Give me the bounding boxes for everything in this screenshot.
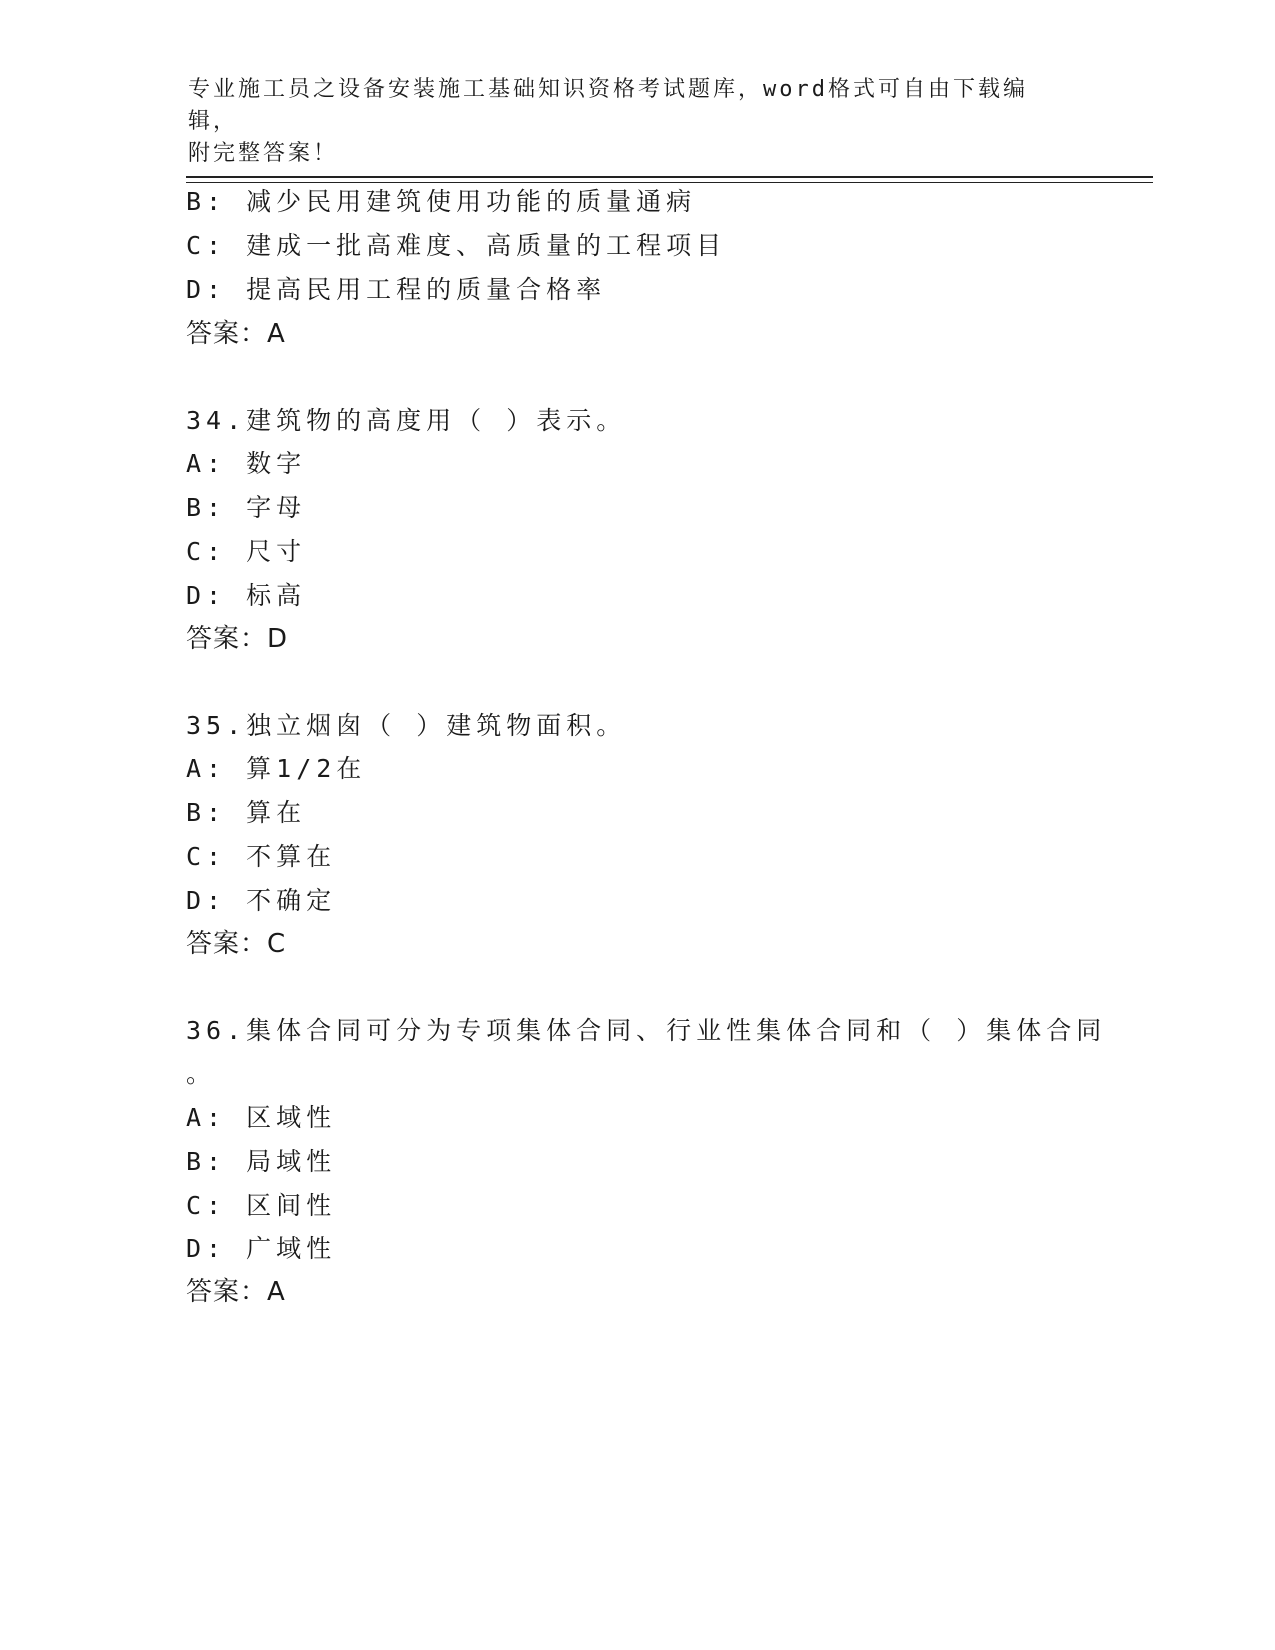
header-divider-thin [186, 182, 1153, 183]
q36-option-a: A: 区域性 [186, 1103, 337, 1132]
q36-stem-line-1: 36.集体合同可分为专项集体合同、行业性集体合同和（ ）集体合同 [186, 1016, 1107, 1045]
q33-option-b: B: 减少民用建筑使用功能的质量通病 [186, 187, 697, 216]
q36-option-d: D: 广域性 [186, 1234, 337, 1263]
q34-option-a: A: 数字 [186, 449, 307, 478]
q36-option-c: C: 区间性 [186, 1191, 337, 1220]
q36-answer: 答案：A [186, 1277, 286, 1307]
q36-option-b: B: 局域性 [186, 1147, 337, 1176]
q35-answer: 答案：C [186, 929, 287, 959]
q35-option-a: A: 算1/2在 [186, 754, 367, 783]
header-line-1: 专业施工员之设备安装施工基础知识资格考试题库，word格式可自由下载编辑， [188, 77, 1028, 134]
q34-stem: 34.建筑物的高度用（ ）表示。 [186, 406, 627, 435]
q35-option-d: D: 不确定 [186, 886, 337, 915]
header-divider-thick [186, 176, 1153, 178]
document-header [188, 74, 1068, 170]
q35-option-c: C: 不算在 [186, 842, 337, 871]
q34-option-d: D: 标高 [186, 581, 307, 610]
q33-answer: 答案：A [186, 319, 286, 349]
q36-stem-line-2: 。 [186, 1059, 217, 1088]
q34-option-c: C: 尺寸 [186, 537, 307, 566]
q35-option-b: B: 算在 [186, 798, 307, 827]
q33-option-d: D: 提高民用工程的质量合格率 [186, 275, 607, 304]
q34-option-b: B: 字母 [186, 493, 307, 522]
q35-stem: 35.独立烟囱（ ）建筑物面积。 [186, 711, 627, 740]
header-line-2: 附完整答案！ [188, 141, 339, 166]
q33-option-c: C: 建成一批高难度、高质量的工程项目 [186, 231, 727, 260]
q34-answer: 答案：D [186, 624, 289, 654]
